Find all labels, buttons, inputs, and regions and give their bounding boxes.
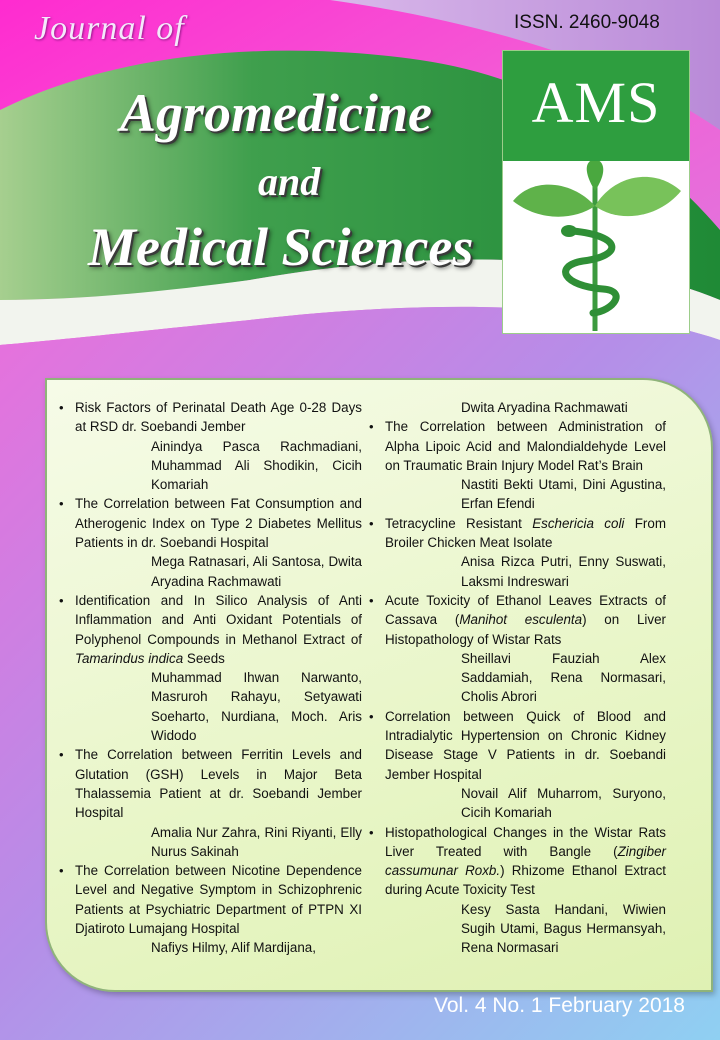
contents-right-column: [366, 398, 666, 958]
article-authors: Amalia Nur Zahra, Rini Riyanti, Elly Nurus Sakinah: [151, 824, 362, 859]
article-authors: Ainindya Pasca Rachmadiani, Muhammad Ali Shodikin, Cicih Komariah: [151, 438, 362, 493]
contents-left-column: [56, 398, 362, 958]
title-part: Acute Toxicity of Ethanol Leaves Extracts of Cassava (: [385, 592, 666, 628]
article-authors: Nastiti Bekti Utami, Dini Agustina, Erfan Efendi: [461, 477, 666, 512]
article-authors-continued: Dwita Aryadina Rachmawati: [461, 400, 628, 415]
title-part: ) Rhizome Ethanol Extract during Acute Toxicity Test: [385, 863, 666, 898]
article-entry: [366, 417, 666, 513]
title-italic: Zingiber cassumunar Roxb.: [385, 843, 666, 879]
article-authors: Muhammad Ihwan Narwanto, Masruroh Rahayu, Setyawati Soeharto, Nurdiana, Moch. Aris Widodo: [151, 670, 362, 744]
article-title: The Correlation between Fat Consumption and Atherogenic Index on Type 2 Diabetes Mellitus Patients in dr. Soebandi Hospital: [75, 496, 362, 551]
article-title: The Correlation between Administration of Alpha Lipoic Acid and Malondialdehyde Level on Traumatic Brain Injury Model Rat’s Brain: [385, 419, 666, 473]
article-title: The Correlation between Nicotine Dependence Level and Negative Symptom in Schizophrenic Patients at Psychiatric Department of PTPN XI Djatiroto Lumajang Hospital: [75, 863, 362, 937]
logo-band: [503, 51, 689, 161]
article-title: [385, 823, 666, 900]
article-entry: [366, 591, 666, 707]
article-entry: [56, 398, 362, 494]
article-authors: Kesy Sasta Handani, Wiwien Sugih Utami, Bagus Hermansyah, Rena Normasari: [461, 901, 666, 956]
caduceus-plant-icon: [503, 161, 689, 333]
title-part: From Broiler Chicken Meat Isolate: [385, 515, 666, 551]
title-italic: Manihot esculenta: [459, 612, 583, 628]
bullet-icon: •: [369, 824, 374, 840]
article-authors: Nafiys Hilmy, Alif Mardijana,: [151, 940, 316, 956]
title-part: Seeds: [183, 650, 225, 666]
title-agromedicine: Agromedicine: [120, 83, 432, 143]
bullet-icon: •: [369, 419, 374, 435]
ams-logo: [502, 50, 690, 334]
article-authors: Sheillavi Fauziah Alex Saddamiah, Rena Normasari, Cholis Abrori: [461, 650, 666, 705]
logo-text: AMS: [531, 70, 661, 135]
article-entry: [56, 861, 362, 957]
article-title: Risk Factors of Perinatal Death Age 0-28 Days at RSD dr. Soebandi Jember: [75, 400, 362, 435]
bullet-icon: •: [59, 400, 64, 415]
article-entry: [366, 707, 666, 823]
article-title: [75, 591, 362, 668]
issn-number: ISSN. 2460-9048: [514, 12, 660, 33]
title-part: Histopathological Changes in the Wistar Rats Liver Treated with Bangle (: [385, 824, 666, 859]
title-part: ) on Liver Histopathology of Wistar Rats: [385, 612, 666, 647]
title-italic: Eschericia coli: [532, 515, 625, 531]
title-medical-sciences: Medical Sciences: [88, 217, 474, 277]
bullet-icon: •: [59, 747, 64, 763]
article-title: Correlation between Quick of Blood and Intradialytic Hypertension on Chronic Kidney Disease Stage V Patients in dr. Soebandi Jember Hospital: [385, 708, 666, 782]
article-entry: [56, 745, 362, 861]
article-title: The Correlation between Ferritin Levels and Glutation (GSH) Levels in Major Beta Thalassemia Patient at dr. Soebandi Jember Hospital: [75, 747, 362, 821]
article-entry: [366, 823, 666, 958]
article-entry: [56, 591, 362, 745]
bullet-icon: •: [369, 515, 374, 531]
article-entry: [366, 514, 666, 591]
bullet-icon: •: [59, 592, 64, 608]
title-part: Identification and In Silico Analysis of Anti Inflammation and Anti Oxidant Potentials of Polyphenol Compounds in Methanol Extract of: [75, 592, 362, 647]
article-authors: Novail Alif Muharrom, Suryono, Cicih Komariah: [461, 785, 666, 821]
article-title: [385, 514, 666, 553]
bullet-icon: •: [59, 496, 64, 512]
bullet-icon: •: [369, 708, 374, 724]
title-part: Tetracycline Resistant: [385, 515, 533, 531]
bullet-icon: •: [59, 863, 64, 879]
bullet-icon: •: [369, 592, 374, 608]
volume-issue-date: Vol. 4 No. 1 February 2018: [434, 994, 685, 1017]
article-authors: Mega Ratnasari, Ali Santosa, Dwita Aryadina Rachmawati: [151, 554, 362, 589]
article-entry: [56, 494, 362, 590]
article-authors: Anisa Rizca Putri, Enny Suswati, Laksmi Indreswari: [461, 554, 666, 589]
title-italic: Tamarindus indica: [75, 650, 184, 666]
article-title: [385, 591, 666, 649]
journal-of-script: Journal of: [34, 10, 185, 47]
title-and: and: [258, 159, 321, 204]
